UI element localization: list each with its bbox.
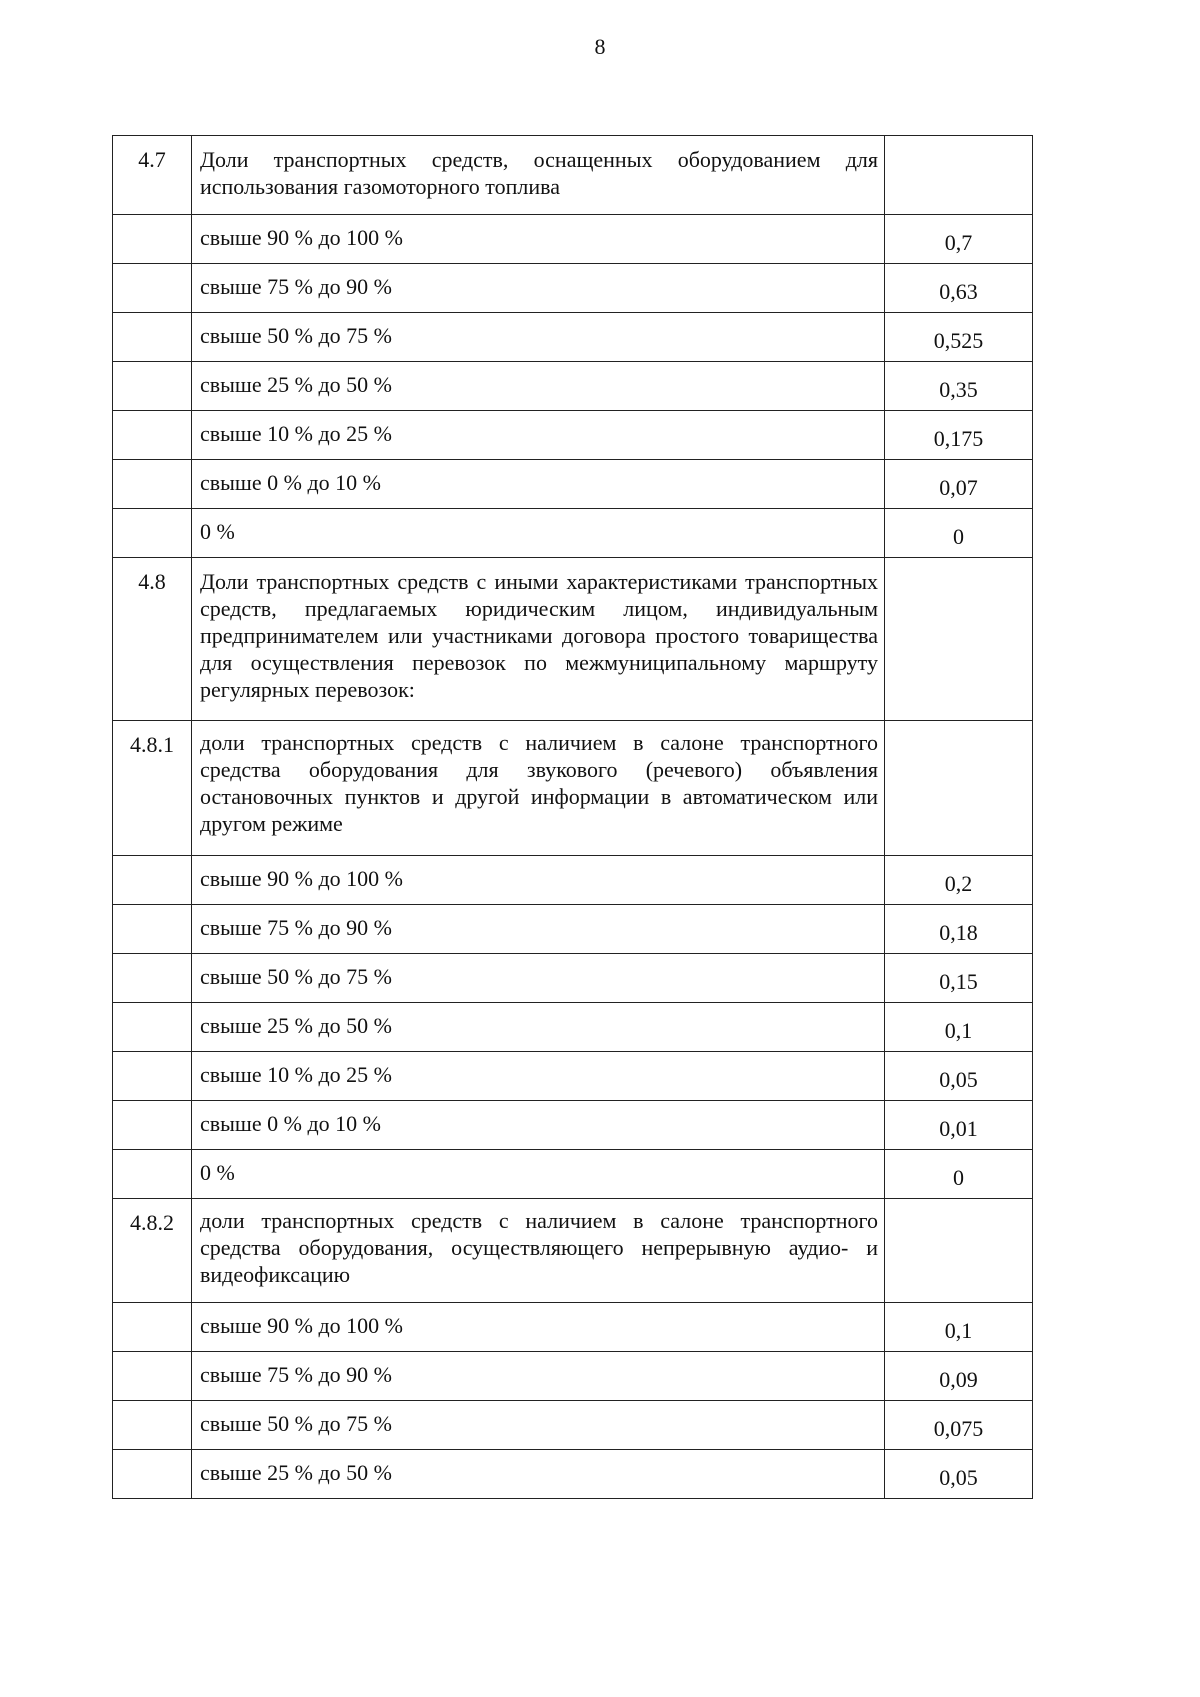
- table-row: [113, 1450, 1033, 1499]
- criteria-table: [112, 135, 1033, 1499]
- row-number-empty: [113, 1150, 192, 1199]
- row-number-empty: [113, 1352, 192, 1401]
- range-label: свыше 10 % до 25 %: [192, 1052, 885, 1101]
- range-label: свыше 75 % до 90 %: [192, 264, 885, 313]
- section-value-empty: [885, 1199, 1033, 1303]
- range-label: свыше 25 % до 50 %: [192, 362, 885, 411]
- range-label: 0 %: [192, 1150, 885, 1199]
- section-title: Доли транспортных средств с иными характеристиками транспортных средств, предлагаемых юридическим лицом, индивидуальным предпринимателем или участниками договора простого товарищества для осуществления перевозок по межмуниципальному маршруту регулярных перевозок:: [192, 558, 885, 721]
- range-value: 0,2: [885, 856, 1033, 905]
- table-row: [113, 1101, 1033, 1150]
- range-value: 0,07: [885, 460, 1033, 509]
- table-row: [113, 1401, 1033, 1450]
- section-number: 4.8: [113, 558, 192, 721]
- range-label: свыше 75 % до 90 %: [192, 905, 885, 954]
- section-number: 4.8.2: [113, 1199, 192, 1303]
- range-label: свыше 90 % до 100 %: [192, 1303, 885, 1352]
- table-row: [113, 1150, 1033, 1199]
- range-value: 0,18: [885, 905, 1033, 954]
- row-number-empty: [113, 509, 192, 558]
- section-value-empty: [885, 136, 1033, 215]
- page-number: 8: [594, 34, 606, 59]
- row-number-empty: [113, 905, 192, 954]
- range-value: 0,01: [885, 1101, 1033, 1150]
- range-value: 0,1: [885, 1303, 1033, 1352]
- row-number-empty: [113, 1401, 192, 1450]
- range-value: 0,05: [885, 1450, 1033, 1499]
- row-number-empty: [113, 411, 192, 460]
- table-row: [113, 509, 1033, 558]
- table-row: [113, 460, 1033, 509]
- range-label: 0 %: [192, 509, 885, 558]
- range-label: свыше 90 % до 100 %: [192, 215, 885, 264]
- range-label: свыше 50 % до 75 %: [192, 1401, 885, 1450]
- row-number-empty: [113, 460, 192, 509]
- row-number-empty: [113, 1003, 192, 1052]
- row-number-empty: [113, 264, 192, 313]
- range-label: свыше 90 % до 100 %: [192, 856, 885, 905]
- row-number-empty: [113, 1052, 192, 1101]
- section-title: доли транспортных средств с наличием в салоне транспортного средства оборудования для звукового (речевого) объявления остановочных пунктов и другой информации в автоматическом или другом режиме: [192, 721, 885, 856]
- table-row: [113, 264, 1033, 313]
- section-row-4-7: [113, 136, 1033, 215]
- table-row: [113, 411, 1033, 460]
- row-number-empty: [113, 313, 192, 362]
- range-label: свыше 0 % до 10 %: [192, 1101, 885, 1150]
- range-label: свыше 0 % до 10 %: [192, 460, 885, 509]
- row-number-empty: [113, 1450, 192, 1499]
- section-value-empty: [885, 721, 1033, 856]
- table-row: [113, 905, 1033, 954]
- range-value: 0,1: [885, 1003, 1033, 1052]
- section-row-4-8: [113, 558, 1033, 721]
- table-row: [113, 1303, 1033, 1352]
- table-row: [113, 1352, 1033, 1401]
- range-value: 0,05: [885, 1052, 1033, 1101]
- section-row-4-8-2: [113, 1199, 1033, 1303]
- table-row: [113, 215, 1033, 264]
- row-number-empty: [113, 215, 192, 264]
- range-value: 0,075: [885, 1401, 1033, 1450]
- section-row-4-8-1: [113, 721, 1033, 856]
- section-number: 4.8.1: [113, 721, 192, 856]
- table-row: [113, 1052, 1033, 1101]
- section-title: Доли транспортных средств, оснащенных оборудованием для использования газомоторного топлива: [192, 136, 885, 215]
- range-value: 0,525: [885, 313, 1033, 362]
- range-value: 0,175: [885, 411, 1033, 460]
- row-number-empty: [113, 1303, 192, 1352]
- range-label: свыше 25 % до 50 %: [192, 1003, 885, 1052]
- range-value: 0,7: [885, 215, 1033, 264]
- range-value: 0,09: [885, 1352, 1033, 1401]
- section-number: 4.7: [113, 136, 192, 215]
- range-label: свыше 10 % до 25 %: [192, 411, 885, 460]
- range-label: свыше 25 % до 50 %: [192, 1450, 885, 1499]
- table-row: [113, 954, 1033, 1003]
- row-number-empty: [113, 954, 192, 1003]
- range-value: 0,35: [885, 362, 1033, 411]
- table-row: [113, 362, 1033, 411]
- table-row: [113, 856, 1033, 905]
- section-value-empty: [885, 558, 1033, 721]
- range-value: 0: [885, 509, 1033, 558]
- section-title: доли транспортных средств с наличием в салоне транспортного средства оборудования, осуществляющего непрерывную аудио- и видеофиксацию: [192, 1199, 885, 1303]
- range-label: свыше 50 % до 75 %: [192, 954, 885, 1003]
- table-row: [113, 1003, 1033, 1052]
- row-number-empty: [113, 856, 192, 905]
- range-value: 0,63: [885, 264, 1033, 313]
- table-row: [113, 313, 1033, 362]
- range-label: свыше 75 % до 90 %: [192, 1352, 885, 1401]
- row-number-empty: [113, 1101, 192, 1150]
- range-label: свыше 50 % до 75 %: [192, 313, 885, 362]
- range-value: 0: [885, 1150, 1033, 1199]
- range-value: 0,15: [885, 954, 1033, 1003]
- row-number-empty: [113, 362, 192, 411]
